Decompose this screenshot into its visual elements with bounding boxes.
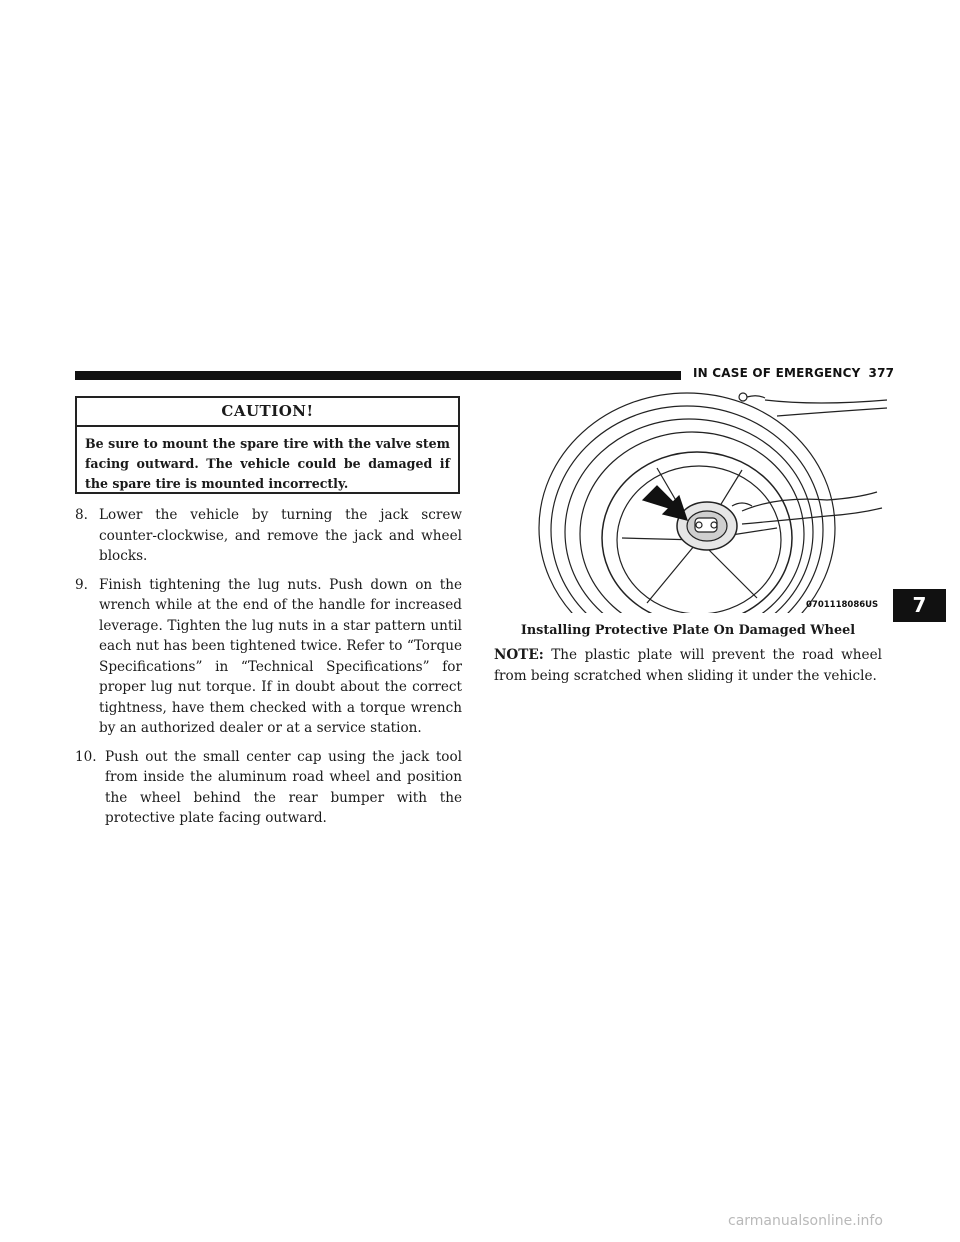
upper-arm: [765, 400, 887, 416]
step-text: Lower the vehicle by turning the jack screw counter-clockwise, and remove the jack and wheel blocks.: [99, 507, 462, 564]
watermark: carmanualsonline.info: [728, 1213, 883, 1229]
figure-caption: Installing Protective Plate On Damaged Wheel: [520, 623, 856, 638]
section-title: IN CASE OF EMERGENCY: [693, 366, 861, 380]
step-item: [75, 747, 462, 829]
page-number: 377: [868, 366, 895, 380]
running-header: [693, 366, 894, 380]
step-item: [75, 505, 462, 567]
wheel-illustration: [537, 388, 889, 613]
note-text: The plastic plate will prevent the road wheel from being scratched when sliding it under the vehicle.: [494, 647, 882, 684]
step-item: [75, 575, 462, 739]
chapter-tab: 7: [893, 589, 946, 622]
step-list: [75, 505, 462, 837]
step-text: Finish tightening the lug nuts. Push down on the wrench while at the end of the handle for increased leverage. Tighten the lug nuts in a star pattern until each nut has been tightened twice. Refer to “Torque Specifications” in “Technical Specifications” for proper lug nut torque. If in doubt about the correct tightness, have them checked with a torque wrench by an authorized dealer or at a service station.: [99, 576, 462, 736]
step-text: Push out the small center cap using the jack tool from inside the aluminum road wheel and position the wheel behind the rear bumper with the protective plate facing outward.: [105, 748, 462, 826]
caution-text: Be sure to mount the spare tire with the valve stem facing outward. The vehicle could be damaged if the spare tire is mounted incorrectly.: [85, 436, 450, 491]
header-rule: [75, 371, 681, 380]
protective-plate: [677, 502, 737, 550]
tire: [539, 393, 835, 613]
arrow-icon: [643, 486, 687, 520]
valve-stem-icon: [739, 393, 765, 401]
figure-code: 0701118086US: [806, 600, 879, 610]
step-number: 8.: [75, 507, 88, 523]
caution-title: CAUTION!: [77, 398, 458, 427]
caution-box: [75, 396, 460, 494]
note-paragraph: [494, 645, 882, 686]
step-number: 9.: [75, 576, 88, 593]
note-label: NOTE:: [494, 647, 544, 663]
step-number: 10.: [75, 748, 97, 765]
